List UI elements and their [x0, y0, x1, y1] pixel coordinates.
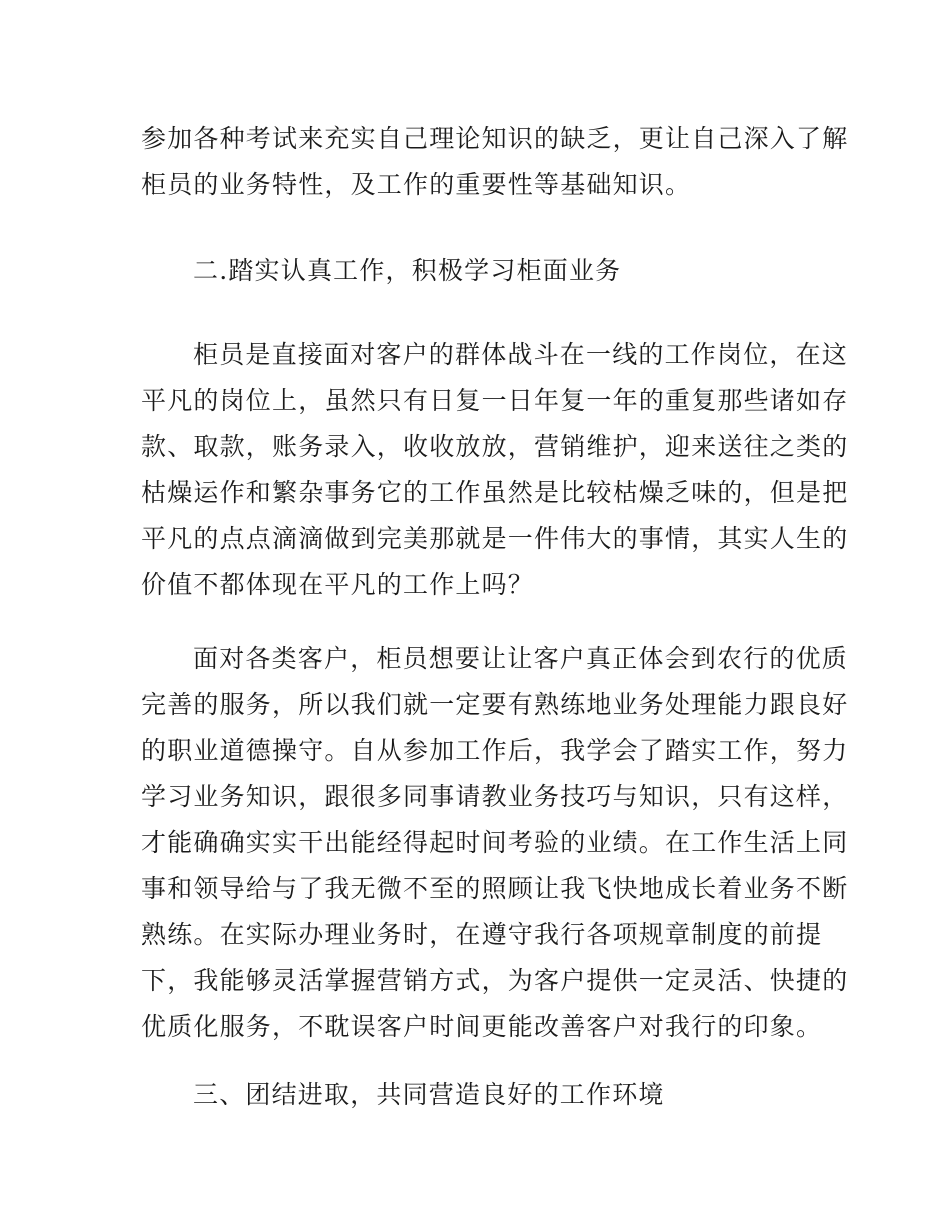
text-line: 才能确确实实干出能经得起时间考验的业绩。在工作生活上同 [141, 828, 849, 857]
text-line: 事和领导给与了我无微不至的照顾让我飞快地成长着业务不断 [141, 874, 849, 903]
text-line: 优质化服务，不耽误客户时间更能改善客户对我行的印象。 [141, 1012, 823, 1041]
text-line: 平凡的岗位上，虽然只有日复一日年复一年的重复那些诸如存 [141, 386, 849, 415]
heading-text: 二.踏实认真工作，积极学习柜面业务 [193, 256, 622, 285]
text-line: 面对各类客户，柜员想要让让客户真正体会到农行的优质 [193, 644, 849, 673]
text-line: 学习业务知识，跟很多同事请教业务技巧与知识，只有这样， [141, 782, 849, 811]
paragraph-customers [141, 636, 849, 1050]
text-line: 的职业道德操守。自从参加工作后，我学会了踏实工作，努力 [141, 736, 849, 765]
paragraph-continuation [141, 116, 849, 208]
text-line: 平凡的点点滴滴做到完美那就是一件伟大的事情，其实人生的 [141, 524, 849, 553]
text-line: 熟练。在实际办理业务时，在遵守我行各项规章制度的前提 [141, 920, 823, 949]
text-line: 枯燥运作和繁杂事务它的工作虽然是比较枯燥乏味的，但是把 [141, 478, 849, 507]
paragraph-teller-role [141, 332, 849, 608]
text-line: 完善的服务，所以我们就一定要有熟练地业务处理能力跟良好 [141, 690, 849, 719]
section-heading-3 [193, 1072, 833, 1118]
text-line: 款、取款，账务录入，收收放放，营销维护，迎来送往之类的 [141, 432, 849, 461]
text-line: 柜员是直接面对客户的群体战斗在一线的工作岗位，在这 [193, 340, 849, 369]
text-line: 参加各种考试来充实自己理论知识的缺乏，更让自己深入了解 [141, 124, 849, 153]
section-heading-2 [193, 248, 833, 294]
text-line: 价值不都体现在平凡的工作上吗？ [141, 570, 535, 599]
heading-text: 三、团结进取，共同营造良好的工作环境 [193, 1080, 665, 1109]
text-line: 柜员的业务特性，及工作的重要性等基础知识。 [141, 170, 692, 199]
text-line: 下，我能够灵活掌握营销方式，为客户提供一定灵活、快捷的 [141, 966, 849, 995]
